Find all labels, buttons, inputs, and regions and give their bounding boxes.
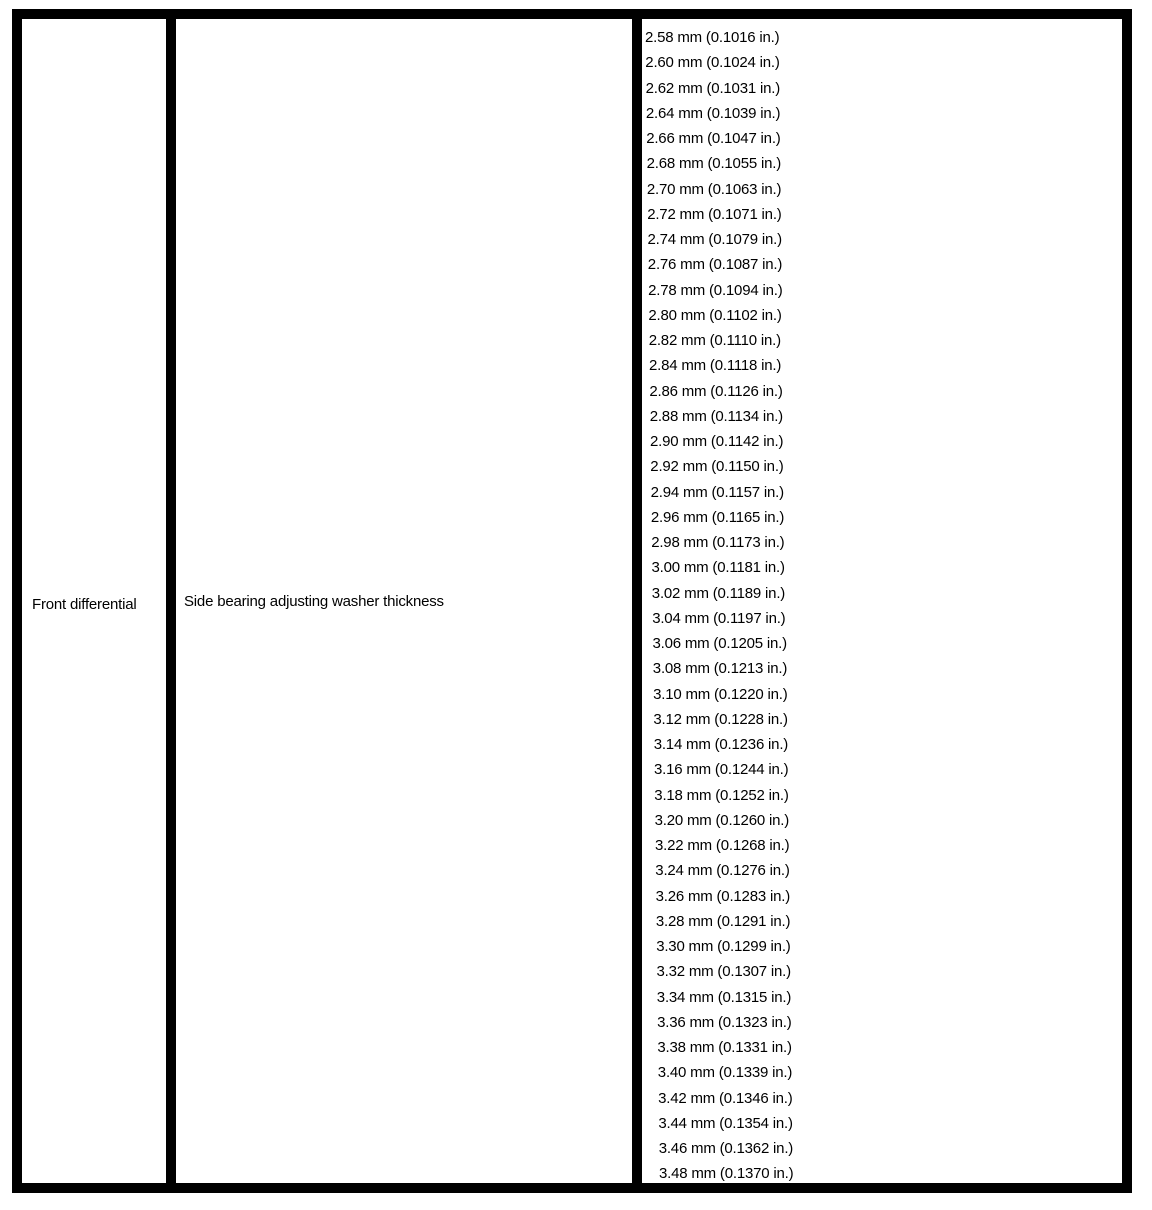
thickness-value: 2.84 mm (0.1118 in.)	[649, 357, 782, 375]
thickness-value: 2.74 mm (0.1079 in.)	[647, 231, 782, 248]
thickness-value: 3.08 mm (0.1213 in.)	[652, 660, 788, 678]
thickness-value: 3.06 mm (0.1205 in.)	[652, 635, 787, 652]
thickness-value: 2.78 mm (0.1094 in.)	[648, 281, 783, 299]
component-cell	[22, 19, 176, 1183]
thickness-value: 3.22 mm (0.1268 in.)	[655, 837, 790, 854]
thickness-value: 3.12 mm (0.1228 in.)	[653, 710, 788, 728]
thickness-value: 3.10 mm (0.1220 in.)	[653, 685, 788, 703]
thickness-value: 2.66 mm (0.1047 in.)	[646, 130, 781, 147]
thickness-value: 2.72 mm (0.1071 in.)	[647, 205, 782, 223]
values-cell	[642, 19, 1122, 1183]
thickness-value: 3.24 mm (0.1276 in.)	[655, 862, 790, 880]
thickness-value: 2.64 mm (0.1039 in.)	[645, 104, 781, 122]
thickness-value: 2.88 mm (0.1134 in.)	[649, 407, 783, 425]
thickness-value: 3.36 mm (0.1323 in.)	[657, 1013, 792, 1031]
thickness-value: 3.32 mm (0.1307 in.)	[656, 963, 791, 981]
thickness-value: 2.68 mm (0.1055 in.)	[646, 155, 781, 173]
thickness-value: 2.94 mm (0.1157 in.)	[650, 483, 784, 501]
thickness-value: 3.00 mm (0.1181 in.)	[651, 559, 785, 577]
thickness-value: 2.80 mm (0.1102 in.)	[648, 306, 782, 324]
thickness-value: 3.28 mm (0.1291 in.)	[655, 912, 791, 930]
thickness-value: 2.82 mm (0.1110 in.)	[648, 332, 781, 349]
thickness-value: 3.04 mm (0.1197 in.)	[652, 609, 786, 627]
thickness-value: 2.60 mm (0.1024 in.)	[645, 54, 780, 72]
thickness-value: 3.40 mm (0.1339 in.)	[657, 1064, 793, 1082]
thickness-value: 2.58 mm (0.1016 in.)	[645, 29, 780, 46]
spec-table	[12, 9, 1132, 1193]
thickness-value: 2.70 mm (0.1063 in.)	[646, 180, 782, 198]
thickness-value: 3.20 mm (0.1260 in.)	[654, 811, 789, 829]
item-label: Side bearing adjusting washer thickness	[184, 592, 444, 610]
component-label: Front differential	[32, 595, 137, 613]
thickness-value: 2.98 mm (0.1173 in.)	[651, 534, 785, 551]
thickness-value: 3.34 mm (0.1315 in.)	[656, 988, 792, 1006]
thickness-value: 3.18 mm (0.1252 in.)	[654, 786, 789, 804]
thickness-value: 2.76 mm (0.1087 in.)	[647, 256, 783, 274]
thickness-value: 3.26 mm (0.1283 in.)	[655, 887, 790, 905]
thickness-value: 3.42 mm (0.1346 in.)	[658, 1089, 793, 1107]
thickness-value: 3.14 mm (0.1236 in.)	[653, 736, 789, 753]
thickness-value: 3.46 mm (0.1362 in.)	[658, 1140, 794, 1157]
thickness-value: 3.48 mm (0.1370 in.)	[659, 1165, 794, 1183]
thickness-value: 2.62 mm (0.1031 in.)	[645, 79, 780, 97]
washer-thickness-list	[642, 25, 793, 1187]
thickness-value: 2.92 mm (0.1150 in.)	[650, 458, 784, 476]
thickness-value: 2.96 mm (0.1165 in.)	[650, 508, 785, 526]
thickness-value: 3.02 mm (0.1189 in.)	[651, 584, 786, 602]
thickness-value: 2.90 mm (0.1142 in.)	[650, 433, 784, 450]
thickness-value: 3.38 mm (0.1331 in.)	[657, 1039, 792, 1056]
thickness-value: 3.44 mm (0.1354 in.)	[658, 1114, 793, 1132]
thickness-value: 3.30 mm (0.1299 in.)	[656, 938, 791, 955]
thickness-value: 3.16 mm (0.1244 in.)	[654, 761, 789, 779]
thickness-value: 2.86 mm (0.1126 in.)	[649, 382, 783, 400]
item-cell	[176, 19, 642, 1183]
